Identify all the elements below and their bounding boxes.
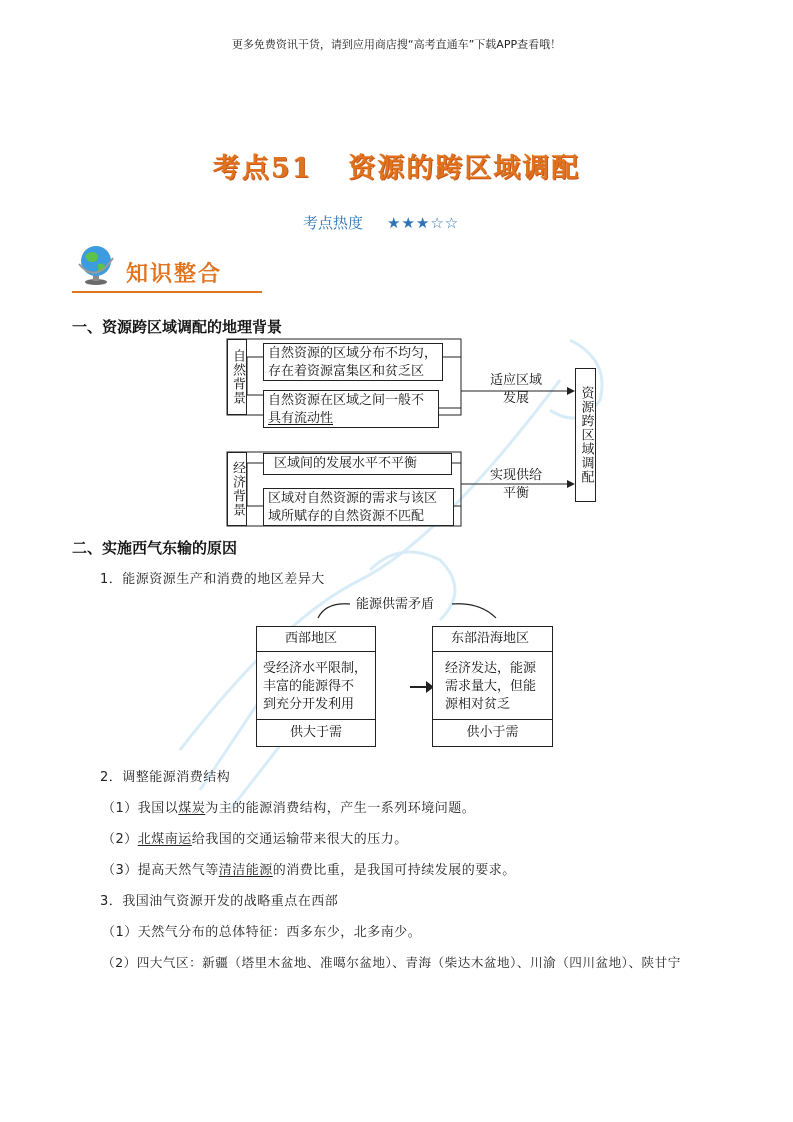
arrow-label-bottom-line-2: 平衡 [502,486,529,501]
paragraph-5: （2）四大气区：新疆（塔里木盆地、准噶尔盆地）、青海（柴达木盆地）、川渝（四川盆地）、陕甘宁 [102,955,681,970]
natural-item-2 [263,390,439,428]
part2-heading: 二、实施西气东输的原因 [72,539,238,557]
title-name: 资源的跨区域调配 [348,153,581,184]
west-body-line-2: 丰富的能源得不 [263,679,355,694]
paragraph-1-pre: （1）我国以 [102,801,179,816]
paragraph-3-pre: （3）提高天然气等 [102,863,219,878]
paragraph-1-underline: 煤炭 [178,801,206,816]
west-region-box [256,626,376,747]
natural-item-2-line-1: 自然资源在区域之间一般不 [268,393,425,408]
economic-background-label: 经济背景 [227,452,247,526]
part1-heading: 一、资源跨区域调配的地理背景 [72,318,283,336]
arrow-label-bottom [486,467,546,503]
paragraph-4: （1）天然气分布的总体特征：西多东少，北多南少。 [102,925,422,940]
east-body-line-3: 源相对贫乏 [445,697,511,712]
west-footer: 供大于需 [257,719,375,746]
diagram2-lines [0,590,793,760]
economic-item-1 [263,453,452,475]
natural-item-2-line-2: 具有流动性 [268,411,334,426]
contradiction-label: 能源供需矛盾 [356,597,435,612]
heat-label: 考点热度 [303,214,364,232]
economic-item-2 [263,488,454,526]
east-region-box [432,626,553,747]
east-body [433,652,552,720]
paragraph-3-post: 的消费比重，是我国可持续发展的要求。 [272,863,516,878]
section-title: 知识整合 [126,262,223,287]
west-body-line-3: 到充分开发利用 [263,697,355,712]
arrow-label-bottom-line-1: 实现供给 [489,468,542,483]
paragraph-1 [102,797,475,816]
item-1: 1．能源资源生产和消费的地区差异大 [100,572,325,587]
paragraph-2-pre: （2） [102,832,138,847]
natural-item-1-line-1: 自然资源的区域分布不均匀， [268,346,438,361]
economic-item-1-line-1: 区域间的发展水平不平衡 [274,456,418,471]
paragraph-2-post: 给我国的交通运输带来很大的压力。 [191,832,408,847]
economic-item-2-line-1: 区域对自然资源的需求与该区 [268,491,438,506]
arrow-label-top [486,372,546,408]
item-2: 2．调整能源消费结构 [100,770,231,785]
east-title: 东部沿海地区 [433,627,552,652]
paragraph-2 [102,828,408,847]
economic-item-2-line-2: 域所赋存的自然资源不匹配 [268,509,425,524]
arrow-label-top-line-1: 适应区域 [489,373,542,388]
east-body-line-2: 需求量大，但能 [445,679,537,694]
result-box: 资源跨区域调配 [575,368,596,502]
paragraph-3-underline: 清洁能源 [218,863,273,878]
title-code: 考点51 [212,153,313,184]
west-body [257,652,375,720]
paragraph-2-underline: 北煤南运 [137,832,192,847]
arrow-label-top-line-2: 发展 [502,391,529,406]
natural-item-1 [263,343,443,381]
item-3: 3．我国油气资源开发的战略重点在西部 [100,894,339,909]
east-body-line-1: 经济发达，能源 [445,661,537,676]
east-footer: 供小于需 [433,719,552,746]
paragraph-3 [102,859,516,878]
paragraph-1-post: 为主的能源消费结构，产生一系列环境问题。 [205,801,476,816]
star-rating: ★★★☆☆ [387,214,460,232]
natural-background-label: 自然背景 [227,339,247,415]
west-body-line-1: 受经济水平限制， [263,661,368,676]
west-title: 西部地区 [257,627,375,652]
header-note: 更多免费资讯干货，请到应用商店搜“高考直通车”下载APP查看哦！ [231,38,562,51]
natural-item-1-line-2: 存在着资源富集区和贫乏区 [268,364,425,379]
